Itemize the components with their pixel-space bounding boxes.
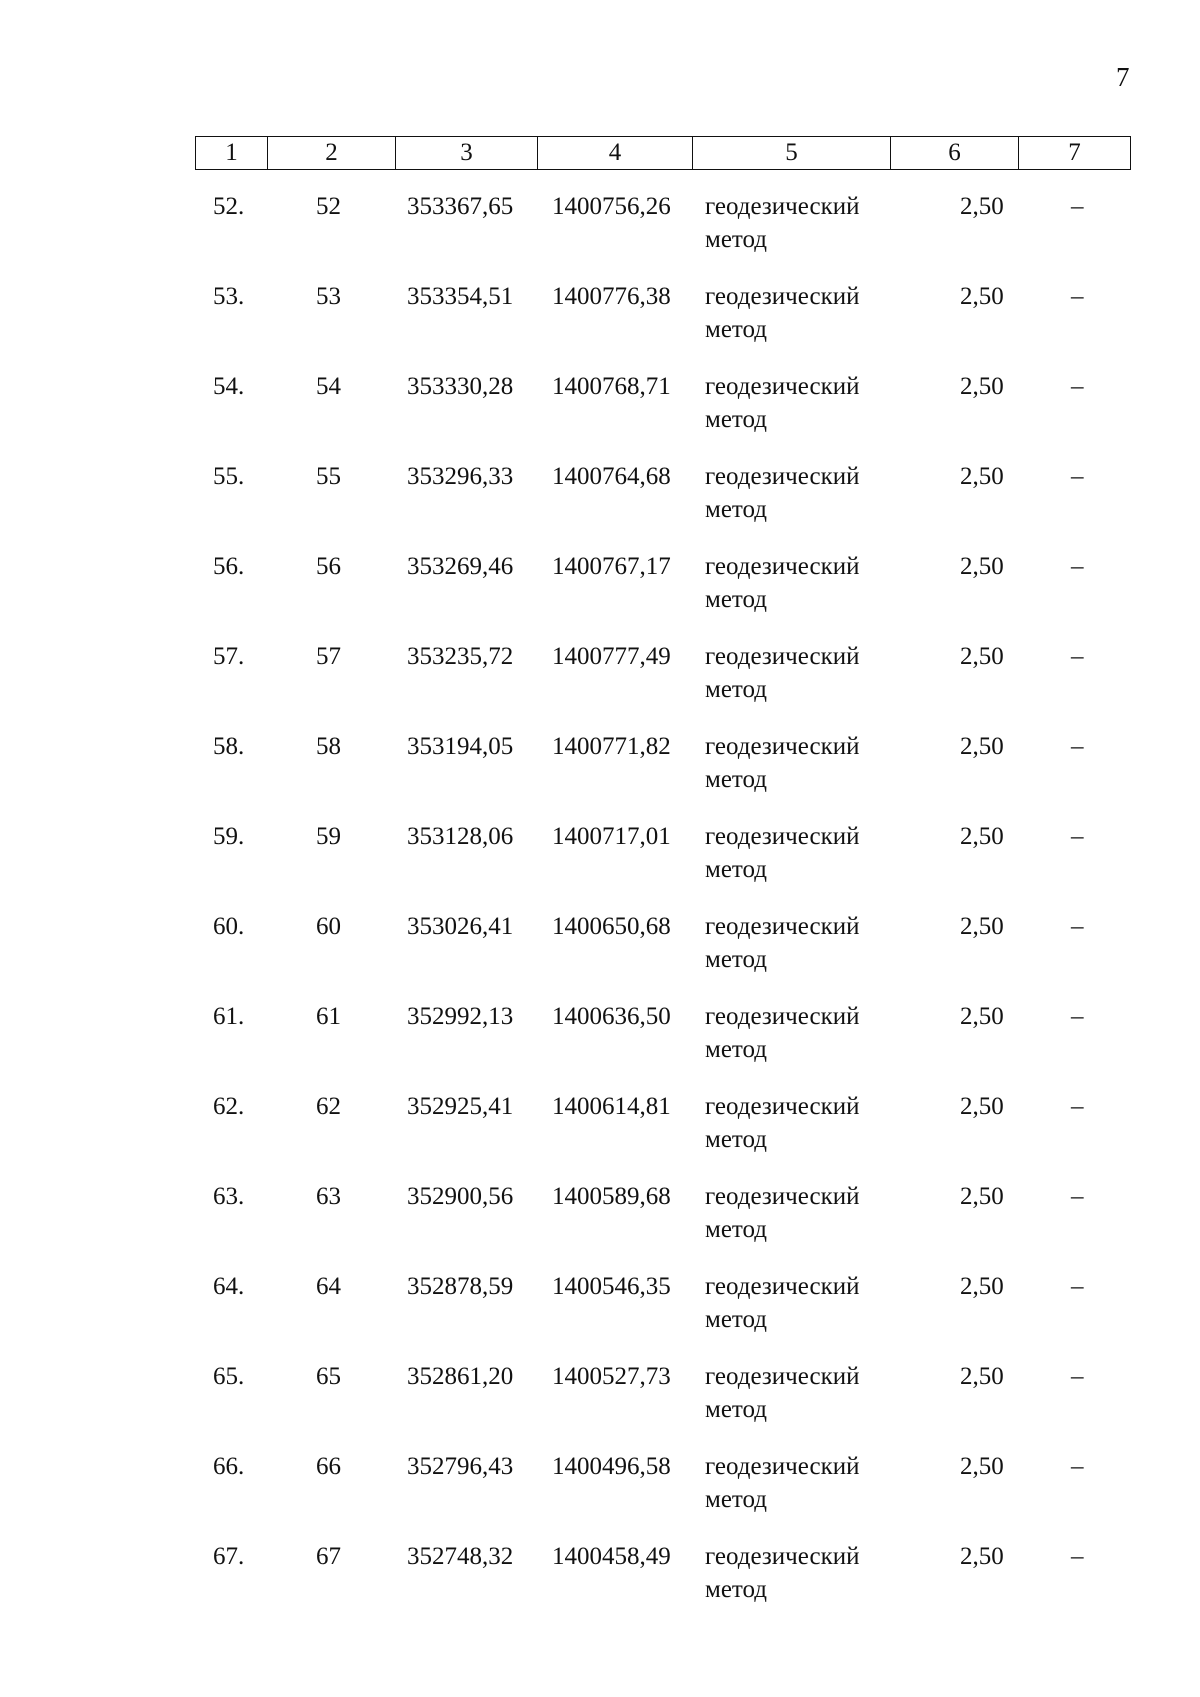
- coordinate-y: 1400776,38: [552, 283, 671, 310]
- coordinate-y: 1400777,49: [552, 643, 671, 670]
- method-line-2: метод: [705, 676, 768, 703]
- table-row: [195, 1000, 1135, 1090]
- row-number: 56.: [213, 553, 245, 580]
- method-line-1: геодезический: [705, 283, 860, 310]
- coordinate-y: 1400636,50: [552, 1003, 671, 1030]
- method-cell: [705, 1360, 905, 1426]
- table-row: [195, 640, 1135, 730]
- coordinate-x: 353235,72: [407, 643, 514, 670]
- point-number: 65: [316, 1363, 341, 1390]
- method-line-1: геодезический: [705, 1453, 860, 1480]
- method-cell: [705, 1270, 905, 1336]
- note-dash: –: [1071, 1183, 1084, 1210]
- point-number: 54: [316, 373, 341, 400]
- accuracy-value: 2,50: [960, 1273, 1004, 1300]
- point-number: 55: [316, 463, 341, 490]
- coordinate-y: 1400756,26: [552, 193, 671, 220]
- row-number: 52.: [213, 193, 245, 220]
- coordinate-x: 352796,43: [407, 1453, 514, 1480]
- method-cell: [705, 820, 905, 886]
- table-row: [195, 1270, 1135, 1360]
- coordinate-x: 352925,41: [407, 1093, 514, 1120]
- coordinate-x: 353269,46: [407, 553, 514, 580]
- method-line-2: метод: [705, 856, 768, 883]
- note-dash: –: [1071, 283, 1084, 310]
- method-line-1: геодезический: [705, 1183, 860, 1210]
- point-number: 57: [316, 643, 341, 670]
- table-row: [195, 550, 1135, 640]
- coordinate-x: 353128,06: [407, 823, 514, 850]
- row-number: 67.: [213, 1543, 245, 1570]
- note-dash: –: [1071, 823, 1084, 850]
- table-row: [195, 1360, 1135, 1450]
- method-line-2: метод: [705, 1576, 768, 1603]
- accuracy-value: 2,50: [960, 1363, 1004, 1390]
- column-header-6: 6: [891, 137, 1019, 170]
- row-number: 66.: [213, 1453, 245, 1480]
- row-number: 63.: [213, 1183, 245, 1210]
- method-line-1: геодезический: [705, 553, 860, 580]
- coordinate-x: 353367,65: [407, 193, 514, 220]
- method-line-1: геодезический: [705, 463, 860, 490]
- point-number: 62: [316, 1093, 341, 1120]
- method-cell: [705, 1540, 905, 1606]
- row-number: 54.: [213, 373, 245, 400]
- note-dash: –: [1071, 1003, 1084, 1030]
- coordinate-x: 353330,28: [407, 373, 514, 400]
- method-cell: [705, 370, 905, 436]
- point-number: 53: [316, 283, 341, 310]
- note-dash: –: [1071, 643, 1084, 670]
- note-dash: –: [1071, 913, 1084, 940]
- point-number: 61: [316, 1003, 341, 1030]
- method-cell: [705, 550, 905, 616]
- accuracy-value: 2,50: [960, 553, 1004, 580]
- coordinate-y: 1400768,71: [552, 373, 671, 400]
- table-row: [195, 1090, 1135, 1180]
- row-number: 53.: [213, 283, 245, 310]
- coordinate-x: 353194,05: [407, 733, 514, 760]
- table-row: [195, 460, 1135, 550]
- accuracy-value: 2,50: [960, 1543, 1004, 1570]
- table-row: [195, 1180, 1135, 1270]
- method-cell: [705, 730, 905, 796]
- row-number: 62.: [213, 1093, 245, 1120]
- accuracy-value: 2,50: [960, 823, 1004, 850]
- method-line-2: метод: [705, 946, 768, 973]
- coordinate-y: 1400650,68: [552, 913, 671, 940]
- point-number: 58: [316, 733, 341, 760]
- method-line-2: метод: [705, 1036, 768, 1063]
- column-header-table: [195, 136, 1131, 170]
- method-line-2: метод: [705, 496, 768, 523]
- column-header-2: 2: [268, 137, 396, 170]
- method-cell: [705, 910, 905, 976]
- coordinate-y: 1400589,68: [552, 1183, 671, 1210]
- coordinate-y: 1400546,35: [552, 1273, 671, 1300]
- method-line-1: геодезический: [705, 643, 860, 670]
- coordinate-y: 1400614,81: [552, 1093, 671, 1120]
- table-row: [195, 280, 1135, 370]
- coordinate-x: 352878,59: [407, 1273, 514, 1300]
- method-cell: [705, 1000, 905, 1066]
- method-line-1: геодезический: [705, 913, 860, 940]
- accuracy-value: 2,50: [960, 193, 1004, 220]
- table-row: [195, 1540, 1135, 1630]
- method-line-1: геодезический: [705, 373, 860, 400]
- column-header-4: 4: [538, 137, 693, 170]
- coordinate-y: 1400764,68: [552, 463, 671, 490]
- method-line-1: геодезический: [705, 1363, 860, 1390]
- accuracy-value: 2,50: [960, 463, 1004, 490]
- method-line-1: геодезический: [705, 1003, 860, 1030]
- note-dash: –: [1071, 553, 1084, 580]
- method-line-2: метод: [705, 1396, 768, 1423]
- accuracy-value: 2,50: [960, 913, 1004, 940]
- point-number: 56: [316, 553, 341, 580]
- table-row: [195, 1450, 1135, 1540]
- column-header-row: [196, 137, 1131, 170]
- note-dash: –: [1071, 733, 1084, 760]
- point-number: 59: [316, 823, 341, 850]
- table-row: [195, 730, 1135, 820]
- note-dash: –: [1071, 193, 1084, 220]
- method-line-2: метод: [705, 586, 768, 613]
- coordinate-x: 353026,41: [407, 913, 514, 940]
- accuracy-value: 2,50: [960, 373, 1004, 400]
- coordinate-y: 1400767,17: [552, 553, 671, 580]
- note-dash: –: [1071, 1453, 1084, 1480]
- table-row: [195, 190, 1135, 280]
- note-dash: –: [1071, 1543, 1084, 1570]
- coordinate-y: 1400527,73: [552, 1363, 671, 1390]
- method-cell: [705, 1090, 905, 1156]
- row-number: 65.: [213, 1363, 245, 1390]
- method-line-1: геодезический: [705, 1543, 860, 1570]
- method-line-2: метод: [705, 1486, 768, 1513]
- accuracy-value: 2,50: [960, 1183, 1004, 1210]
- accuracy-value: 2,50: [960, 643, 1004, 670]
- note-dash: –: [1071, 1363, 1084, 1390]
- note-dash: –: [1071, 463, 1084, 490]
- method-line-1: геодезический: [705, 193, 860, 220]
- column-header-7: 7: [1019, 137, 1131, 170]
- point-number: 60: [316, 913, 341, 940]
- method-line-2: метод: [705, 406, 768, 433]
- method-line-2: метод: [705, 1216, 768, 1243]
- coordinate-y: 1400496,58: [552, 1453, 671, 1480]
- method-cell: [705, 190, 905, 256]
- method-line-2: метод: [705, 1126, 768, 1153]
- method-line-1: геодезический: [705, 1273, 860, 1300]
- method-cell: [705, 640, 905, 706]
- row-number: 55.: [213, 463, 245, 490]
- note-dash: –: [1071, 373, 1084, 400]
- note-dash: –: [1071, 1093, 1084, 1120]
- method-line-1: геодезический: [705, 823, 860, 850]
- point-number: 67: [316, 1543, 341, 1570]
- coordinate-x: 352900,56: [407, 1183, 514, 1210]
- coordinate-x: 352861,20: [407, 1363, 514, 1390]
- row-number: 59.: [213, 823, 245, 850]
- method-line-2: метод: [705, 766, 768, 793]
- method-cell: [705, 460, 905, 526]
- table-row: [195, 910, 1135, 1000]
- method-line-2: метод: [705, 316, 768, 343]
- point-number: 63: [316, 1183, 341, 1210]
- coordinate-x: 353354,51: [407, 283, 514, 310]
- note-dash: –: [1071, 1273, 1084, 1300]
- method-line-2: метод: [705, 226, 768, 253]
- page-number: 7: [1116, 62, 1130, 92]
- table-row: [195, 820, 1135, 910]
- coordinate-x: 352992,13: [407, 1003, 514, 1030]
- accuracy-value: 2,50: [960, 1093, 1004, 1120]
- column-header-1: 1: [196, 137, 268, 170]
- coordinate-rows: [195, 190, 1135, 1630]
- accuracy-value: 2,50: [960, 1003, 1004, 1030]
- accuracy-value: 2,50: [960, 733, 1004, 760]
- row-number: 60.: [213, 913, 245, 940]
- row-number: 64.: [213, 1273, 245, 1300]
- accuracy-value: 2,50: [960, 283, 1004, 310]
- point-number: 66: [316, 1453, 341, 1480]
- coordinate-y: 1400458,49: [552, 1543, 671, 1570]
- method-cell: [705, 280, 905, 346]
- column-header-5: 5: [693, 137, 891, 170]
- row-number: 58.: [213, 733, 245, 760]
- table-row: [195, 370, 1135, 460]
- row-number: 61.: [213, 1003, 245, 1030]
- method-line-1: геодезический: [705, 1093, 860, 1120]
- point-number: 52: [316, 193, 341, 220]
- coordinate-y: 1400717,01: [552, 823, 671, 850]
- coordinate-x: 353296,33: [407, 463, 514, 490]
- method-cell: [705, 1180, 905, 1246]
- method-cell: [705, 1450, 905, 1516]
- coordinate-x: 352748,32: [407, 1543, 514, 1570]
- coordinate-y: 1400771,82: [552, 733, 671, 760]
- accuracy-value: 2,50: [960, 1453, 1004, 1480]
- row-number: 57.: [213, 643, 245, 670]
- point-number: 64: [316, 1273, 341, 1300]
- method-line-2: метод: [705, 1306, 768, 1333]
- column-header-3: 3: [396, 137, 538, 170]
- method-line-1: геодезический: [705, 733, 860, 760]
